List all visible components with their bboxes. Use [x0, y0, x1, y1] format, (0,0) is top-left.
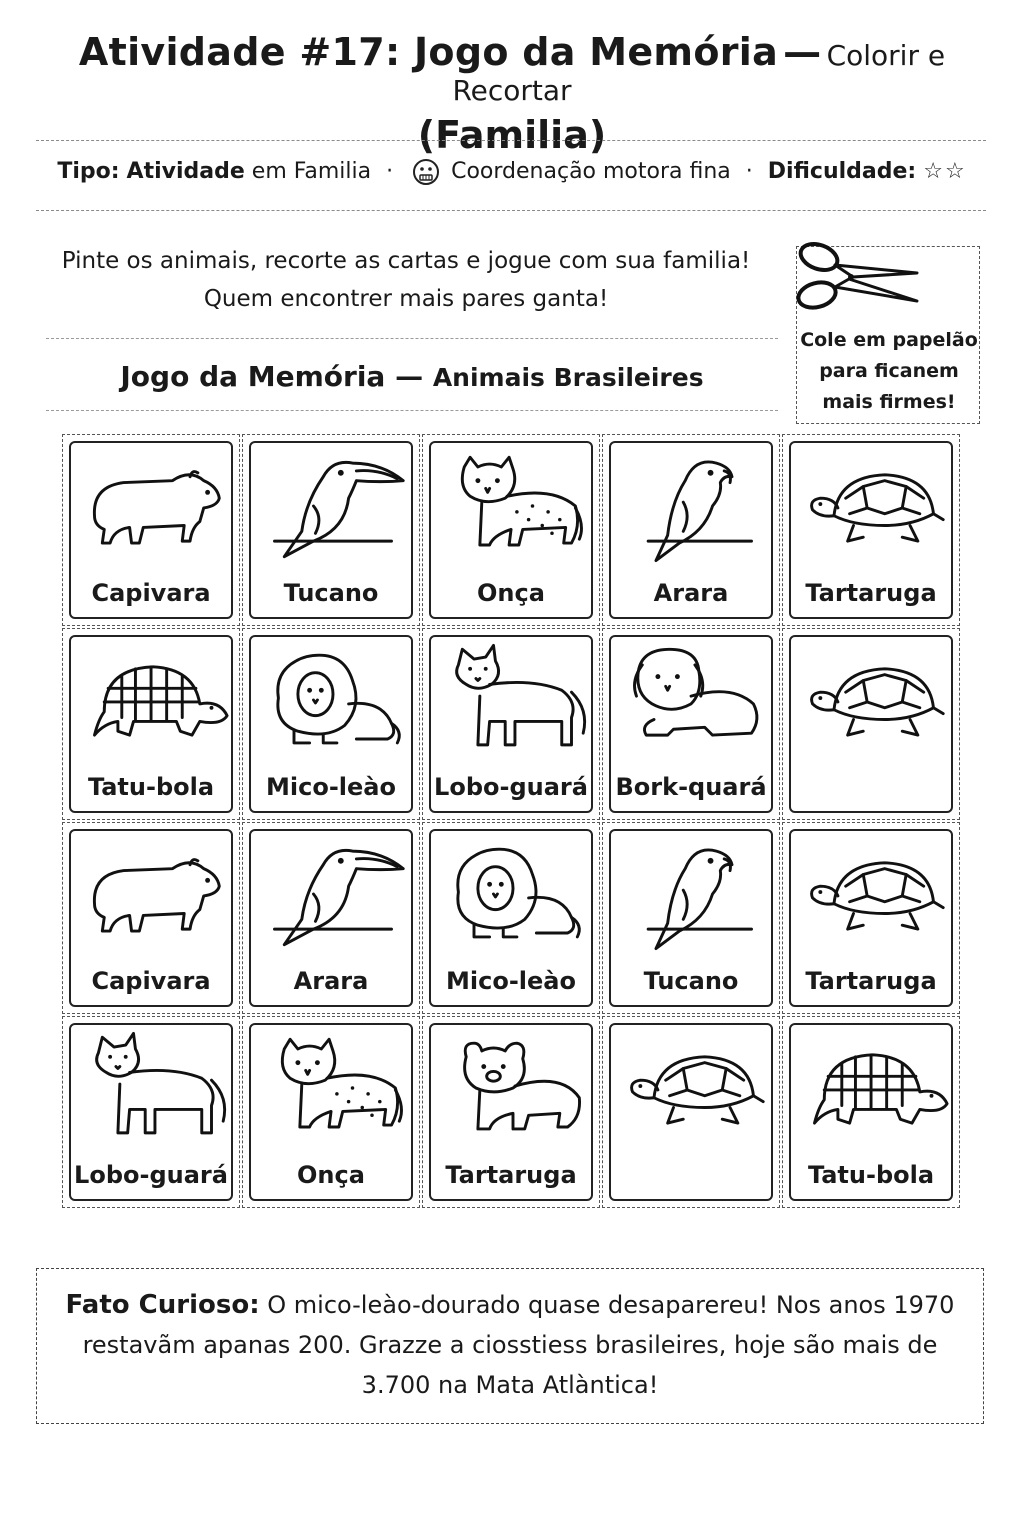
title-sub: Colorir e Recortar: [452, 39, 946, 107]
wolf-icon: [435, 641, 591, 759]
memory-card-cell: [62, 1016, 240, 1208]
dog-icon: [615, 641, 771, 759]
fun-fact-line1: O mico-leào-dourado quase desaparereu! Nos anos 1970: [267, 1291, 955, 1319]
memory-card-label: Tartaruga: [445, 1161, 577, 1189]
lion-tamarin-icon: [435, 835, 591, 953]
memory-card[interactable]: [609, 829, 773, 1007]
cut-note: [796, 246, 980, 424]
cut-note-line3: mais firmes!: [822, 391, 956, 413]
memory-card-label: Tucano: [283, 579, 379, 607]
type-value2: em Familia: [251, 159, 372, 184]
title-main: Atividade #17: Jogo da Memória: [78, 30, 779, 74]
activity-meta: [40, 158, 984, 186]
section-title-main: Jogo da Memória: [120, 360, 386, 393]
separator: ·: [745, 159, 753, 184]
memory-card-label: Arara: [653, 579, 729, 607]
memory-card-label: Tatu-bola: [87, 773, 215, 801]
fun-fact-label: Fato Curioso:: [65, 1290, 260, 1320]
memory-card-cell: [62, 822, 240, 1014]
memory-card-label: Lobo-guará: [434, 773, 588, 801]
memory-card-cell: [242, 822, 420, 1014]
difficulty-stars: ☆☆: [923, 159, 967, 184]
memory-card[interactable]: [429, 441, 593, 619]
divider-meta: [36, 210, 986, 211]
turtle-icon: [795, 641, 951, 759]
memory-card-label: Onça: [297, 1161, 365, 1189]
lion-tamarin-icon: [255, 641, 411, 759]
memory-card-cell: [602, 434, 780, 626]
memory-card-label: Capivara: [91, 967, 211, 995]
instructions: [36, 242, 776, 318]
memory-card-cell: [62, 434, 240, 626]
page-title: [40, 30, 984, 157]
capybara-icon: [75, 447, 231, 565]
memory-card[interactable]: [789, 441, 953, 619]
difficulty-label: Dificuldade:: [767, 159, 917, 184]
memory-card-label: Mico-leào: [266, 773, 396, 801]
memory-card-label: Tartaruga: [805, 967, 937, 995]
turtle-icon: [795, 835, 951, 953]
parrot-icon: [615, 835, 771, 953]
parrot-icon: [615, 447, 771, 565]
title-line2: (Familia): [417, 113, 607, 157]
memory-card-label: Arara: [293, 967, 369, 995]
memory-card[interactable]: [69, 635, 233, 813]
face-icon: [412, 158, 440, 186]
memory-card-label: Tucano: [643, 967, 739, 995]
fun-fact-line2: restavãm apanas 200. Grazze a ciosstiess brasileires, hoje são mais de: [82, 1331, 938, 1359]
memory-card-label: Bork-quará: [615, 773, 767, 801]
memory-card[interactable]: [69, 441, 233, 619]
memory-card[interactable]: [69, 1023, 233, 1201]
cut-note-line1: Cole em papelão: [800, 329, 978, 351]
instructions-line1: Pinte os animais, recorte as cartas e jogue com sua familia!: [61, 248, 751, 274]
memory-card-cell: [422, 628, 600, 820]
memory-card-label: Lobo-guará: [74, 1161, 228, 1189]
memory-card-label: Tatu-bola: [807, 1161, 935, 1189]
memory-card-cell: [422, 822, 600, 1014]
memory-card-cell: [422, 434, 600, 626]
memory-card-label: Tartaruga: [805, 579, 937, 607]
memory-card[interactable]: [429, 635, 593, 813]
toucan-icon: [255, 835, 411, 953]
memory-card[interactable]: [249, 1023, 413, 1201]
bear-icon: [435, 1029, 591, 1147]
type-label: Tipo:: [57, 159, 120, 184]
memory-card[interactable]: [249, 635, 413, 813]
memory-card[interactable]: [789, 829, 953, 1007]
memory-card[interactable]: [69, 829, 233, 1007]
memory-card[interactable]: [789, 635, 953, 813]
jaguar-icon: [435, 447, 591, 565]
memory-card-cell: [782, 628, 960, 820]
memory-card-cell: [602, 822, 780, 1014]
cut-note-text: [797, 325, 981, 418]
memory-card-cell: [602, 1016, 780, 1208]
divider-top: [36, 140, 986, 141]
memory-card-cell: [62, 628, 240, 820]
capybara-icon: [75, 835, 231, 953]
toucan-icon: [255, 447, 411, 565]
memory-card[interactable]: [609, 441, 773, 619]
memory-card-cell: [242, 434, 420, 626]
divider-subtitle-top: [46, 338, 778, 339]
divider-subtitle-bottom: [46, 410, 778, 411]
fun-fact-line3: 3.700 na Mata Atlàntica!: [361, 1371, 659, 1399]
jaguar-icon: [255, 1029, 411, 1147]
memory-card[interactable]: [609, 635, 773, 813]
fun-fact: [36, 1268, 984, 1424]
memory-card-label: Capivara: [91, 579, 211, 607]
memory-card[interactable]: [609, 1023, 773, 1201]
title-dash: —: [783, 30, 822, 74]
type-value: Atividade: [126, 159, 245, 184]
memory-card-cell: [242, 628, 420, 820]
memory-card[interactable]: [249, 441, 413, 619]
memory-card[interactable]: [789, 1023, 953, 1201]
turtle-icon: [795, 447, 951, 565]
section-title-dash: —: [395, 360, 424, 393]
section-title-sub: Animais Brasileires: [432, 363, 704, 392]
memory-card[interactable]: [429, 1023, 593, 1201]
memory-card-cell: [782, 822, 960, 1014]
memory-card-cell: [422, 1016, 600, 1208]
memory-card-label: Mico-leào: [446, 967, 576, 995]
memory-card-cell: [242, 1016, 420, 1208]
armadillo-icon: [795, 1029, 951, 1147]
memory-card-cell: [782, 434, 960, 626]
instructions-line2: Quem encontrer mais pares ganta!: [203, 286, 609, 312]
memory-card[interactable]: [429, 829, 593, 1007]
skill-text: Coordenação motora fina: [451, 159, 731, 184]
cut-note-line2: para ficanem: [819, 360, 959, 382]
memory-card-label: Onça: [477, 579, 545, 607]
memory-card-cell: [602, 628, 780, 820]
memory-card-cell: [782, 1016, 960, 1208]
section-title: [46, 360, 778, 393]
wolf-icon: [75, 1029, 231, 1147]
turtle-icon: [615, 1029, 771, 1147]
memory-card-grid: [62, 434, 966, 1218]
scissors-icon: [793, 237, 923, 321]
armadillo-icon: [75, 641, 231, 759]
separator: ·: [386, 159, 394, 184]
memory-card[interactable]: [249, 829, 413, 1007]
